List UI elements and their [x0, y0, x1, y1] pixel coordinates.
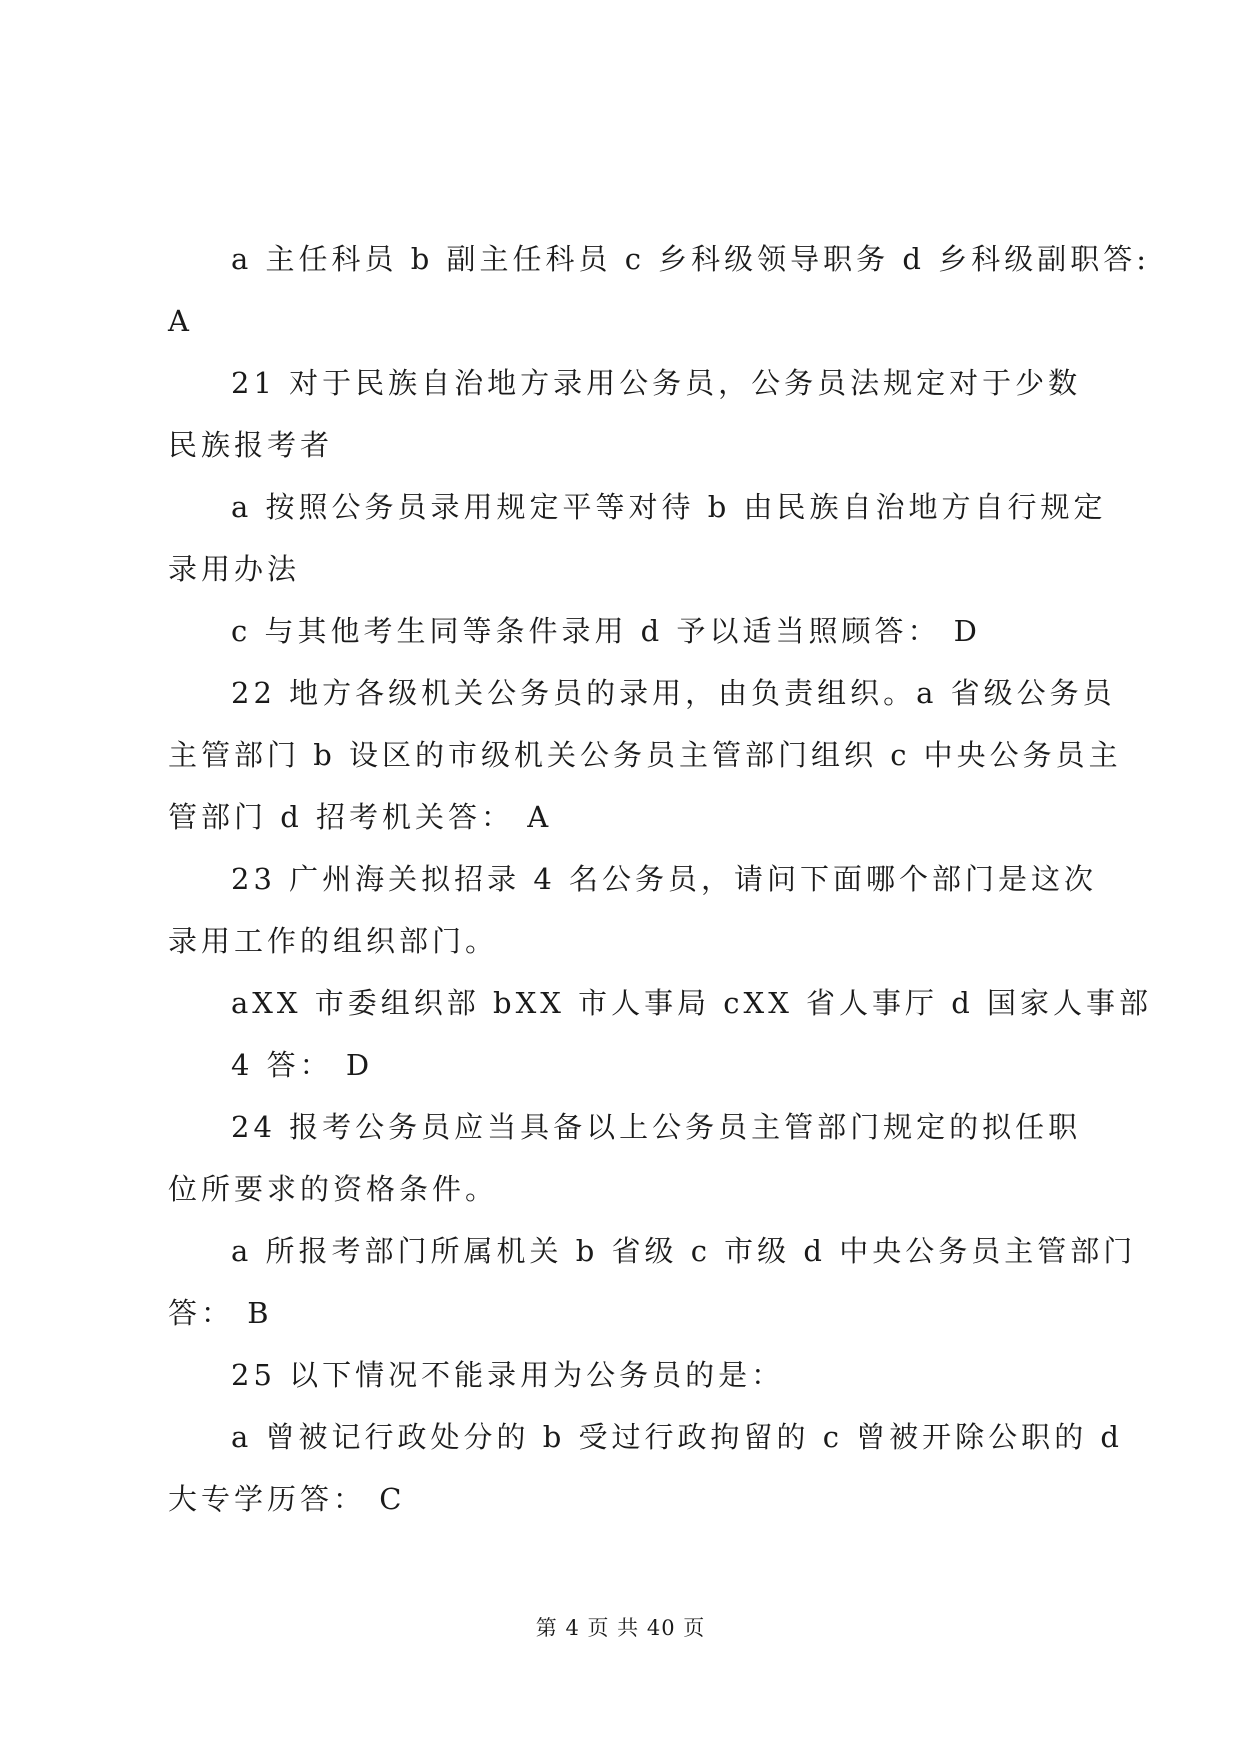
document-body [168, 228, 1153, 1530]
answer-line: A [168, 304, 193, 338]
question-25: 25 以下情况不能录用为公务员的是： [231, 1358, 785, 1392]
question-21-cont: 民族报考者 [168, 428, 334, 462]
option-answer-line: 大专学历答： C [168, 1482, 406, 1516]
question-23-cont: 录用工作的组织部门。 [168, 924, 499, 958]
question-23: 23 广州海关拟招录 4 名公务员，请问下面哪个部门是这次 [231, 862, 1098, 896]
option-line: a 所报考部门所属机关 b 省级 c 市级 d 中央公务员主管部门 [231, 1234, 1137, 1268]
answer-line: 答： B [168, 1296, 273, 1330]
option-line: aXX 市委组织部 bXX 市人事局 cXX 省人事厅 d 国家人事部 [231, 986, 1153, 1020]
question-22: 22 地方各级机关公务员的录用，由负责组织。a 省级公务员 [231, 676, 1116, 710]
option-line: a 曾被记行政处分的 b 受过行政拘留的 c 曾被开除公职的 d [231, 1420, 1123, 1454]
question-24-cont: 位所要求的资格条件。 [168, 1172, 499, 1206]
question-24: 24 报考公务员应当具备以上公务员主管部门规定的拟任职 [231, 1110, 1082, 1144]
option-line-cont: 录用办法 [168, 552, 301, 586]
option-line: a 按照公务员录用规定平等对待 b 由民族自治地方自行规定 [231, 490, 1107, 524]
question-22-answer: 管部门 d 招考机关答： A [168, 800, 553, 834]
question-21: 21 对于民族自治地方录用公务员，公务员法规定对于少数 [231, 366, 1082, 400]
question-22-cont: 主管部门 b 设区的市级机关公务员主管部门组织 c 中央公务员主 [168, 738, 1122, 772]
option-answer-line: c 与其他考生同等条件录用 d 予以适当照顾答： D [231, 614, 981, 648]
answer-line: 4 答： D [231, 1048, 374, 1082]
option-line: a 主任科员 b 副主任科员 c 乡科级领导职务 d 乡科级副职答: [231, 242, 1150, 276]
page-number-footer: 第 4 页 共 40 页 [535, 1616, 706, 1640]
